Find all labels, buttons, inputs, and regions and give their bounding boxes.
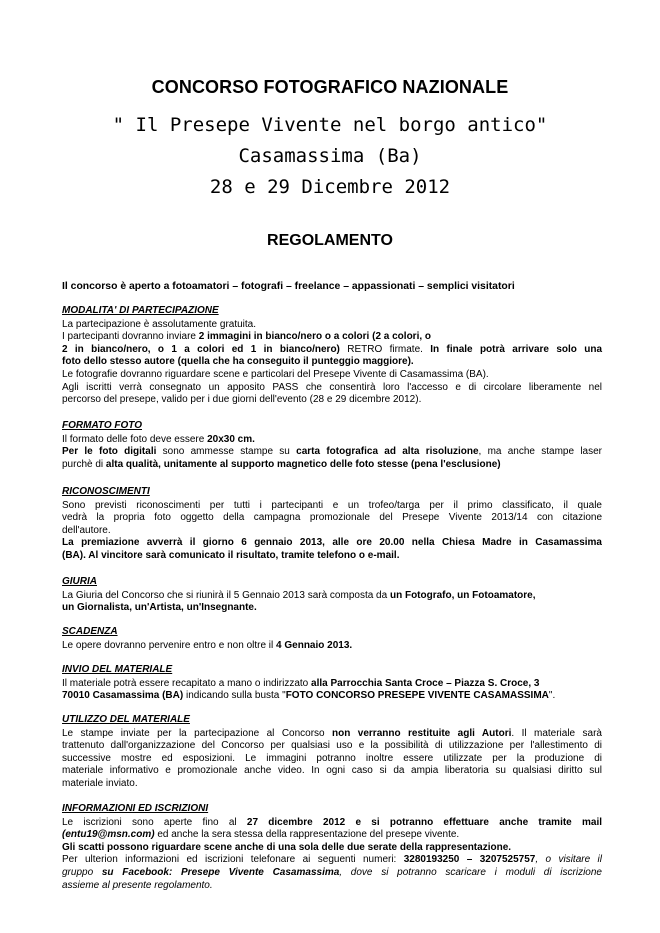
text-line: Le iscrizioni sono aperte fino al 27 dicembre 2012 e si potranno effettuare anche tramite mail: [62, 816, 602, 828]
section-heading: UTILIZZO DEL MATERIALE: [62, 714, 190, 725]
text-line: 2 in bianco/nero, o 1 a colori ed 1 in bianco/nero) RETRO firmate. In finale potrà arrivare solo una: [62, 343, 603, 355]
text-line: (entu19@msn.com) ed anche la sera stessa della rappresentazione del presepe vivente.: [62, 829, 460, 841]
section-formato: [62, 420, 602, 471]
section-scadenza: [62, 626, 602, 652]
text-line: Per le foto digitali sono ammesse stampe su carta fotografica ad alta risoluzione, ma anche stampe laser: [62, 446, 602, 458]
text-line: assieme al presente regolamento.: [62, 879, 213, 891]
email-link: (entu19@msn.com): [62, 829, 155, 841]
text-line: La partecipazione è assolutamente gratuita.: [62, 318, 257, 330]
text-line: Il materiale potrà essere recapitato a mano o indirizzato alla Parrocchia Santa Croce – Piazza S. Croce, 3: [62, 677, 540, 689]
event-location: Casamassima (Ba): [238, 145, 422, 167]
section-heading: GIURIA: [62, 576, 97, 587]
page-title: CONCORSO FOTOGRAFICO NAZIONALE: [151, 77, 509, 97]
text-line: trattenuto dall'organizzazione del Concorso per qualsiasi uso e la possibilità di utilizzazione per l'allestimento di: [62, 740, 602, 752]
text-line: Il formato delle foto deve essere 20x30 cm.: [62, 433, 255, 445]
event-name: " Il Presepe Vivente nel borgo antico": [112, 114, 548, 136]
text-line: 70010 Casamassima (BA) indicando sulla busta "FOTO CONCORSO PRESEPE VIVENTE CASAMASSIMA".: [62, 690, 556, 702]
text-line: successive mostre ed esposizioni. Le immagini potranno inoltre essere utilizzate per la produzione di: [62, 752, 602, 764]
text-line: Le opere dovranno pervenire entro e non oltre il 4 Gennaio 2013.: [62, 639, 353, 651]
text-line: un Giornalista, un'Artista, un'Insegnante.: [62, 602, 257, 614]
text-line: materiale inviato.: [62, 777, 138, 789]
text-line: purchè di alta qualità, unitamente al supporto magnetico delle foto stesse (pena l'esclusione): [62, 458, 501, 470]
section-invio: [62, 664, 602, 703]
text-line: Le fotografie dovranno riguardare scene e particolari del Presepe Vivente di Casamassima (BA).: [62, 368, 489, 380]
regolamento-heading: REGOLAMENTO: [267, 232, 393, 249]
text-line: materiale informativo e promozionale anche video. In ogni caso si da ampia liberatoria su qualsiasi diritto sul: [62, 765, 602, 777]
section-heading: MODALITA' DI PARTECIPAZIONE: [62, 305, 219, 316]
text-line: foto dello stesso autore (quella che ha conseguito il punteggio maggiore).: [62, 356, 414, 368]
text-line: Sono previsti riconoscimenti per tutti i partecipanti e un trofeo/targa per il primo classificato, il quale: [62, 499, 602, 511]
section-heading: SCADENZA: [62, 626, 118, 637]
section-heading: FORMATO FOTO: [62, 420, 142, 431]
section-informazioni: [62, 803, 602, 892]
section-heading: RICONOSCIMENTI: [62, 486, 150, 497]
text-line: vedrà la propria foto oggetto della campagna promozionale del Presepe Vivente 2013/14 con citazione: [62, 512, 602, 524]
event-dates: 28 e 29 Dicembre 2012: [209, 176, 451, 198]
section-utilizzo: [62, 714, 602, 791]
text-line: dell'autore.: [62, 524, 111, 536]
text-line: I partecipanti dovranno inviare 2 immagini in bianco/nero o a colori (2 a colori, o: [62, 331, 432, 343]
text-line: (BA). Al vincitore sarà comunicato il risultato, tramite telefono o e-mail.: [62, 549, 400, 561]
section-heading: INVIO DEL MATERIALE: [62, 664, 173, 675]
text-line: Le stampe inviate per la partecipazione al Concorso non verranno restituite agli Autori. Il materiale sarà: [62, 727, 602, 739]
section-giuria: [62, 576, 602, 615]
text-line: Gli scatti possono riguardare scene anche di una sola delle due serate della rappresentazione.: [62, 841, 512, 853]
text-line: gruppo su Facebook: Presepe Vivente Casamassima, dove si potranno scaricare i moduli di iscrizione: [62, 866, 602, 878]
section-riconoscimenti: [62, 486, 602, 563]
text-line: Per ulterion informazioni ed iscrizioni telefonare ai seguenti numeri: 3280193250 – 3207525757, o visitare il: [62, 854, 602, 866]
text-line: Agli iscritti verrà consegnato un apposito PASS che consentirà loro l'accesso e di circolare liberamente nel: [62, 381, 602, 393]
section-modalita: [62, 305, 602, 407]
intro-text: Il concorso è aperto a fotoamatori – fotografi – freelance – appassionati – semplici visitatori: [62, 281, 515, 292]
text-line: percorso del presepe, valido per i due giorni dell'evento (28 e 29 dicembre 2012).: [62, 394, 422, 406]
text-line: La Giuria del Concorso che si riunirà il 5 Gennaio 2013 sarà composta da un Fotografo, un Fotoamatore,: [62, 589, 536, 601]
text-line: La premiazione avverrà il giorno 6 gennaio 2013, alle ore 20.00 nella Chiesa Madre in Casamassima: [62, 537, 602, 549]
section-heading: INFORMAZIONI ED ISCRIZIONI: [62, 803, 209, 814]
